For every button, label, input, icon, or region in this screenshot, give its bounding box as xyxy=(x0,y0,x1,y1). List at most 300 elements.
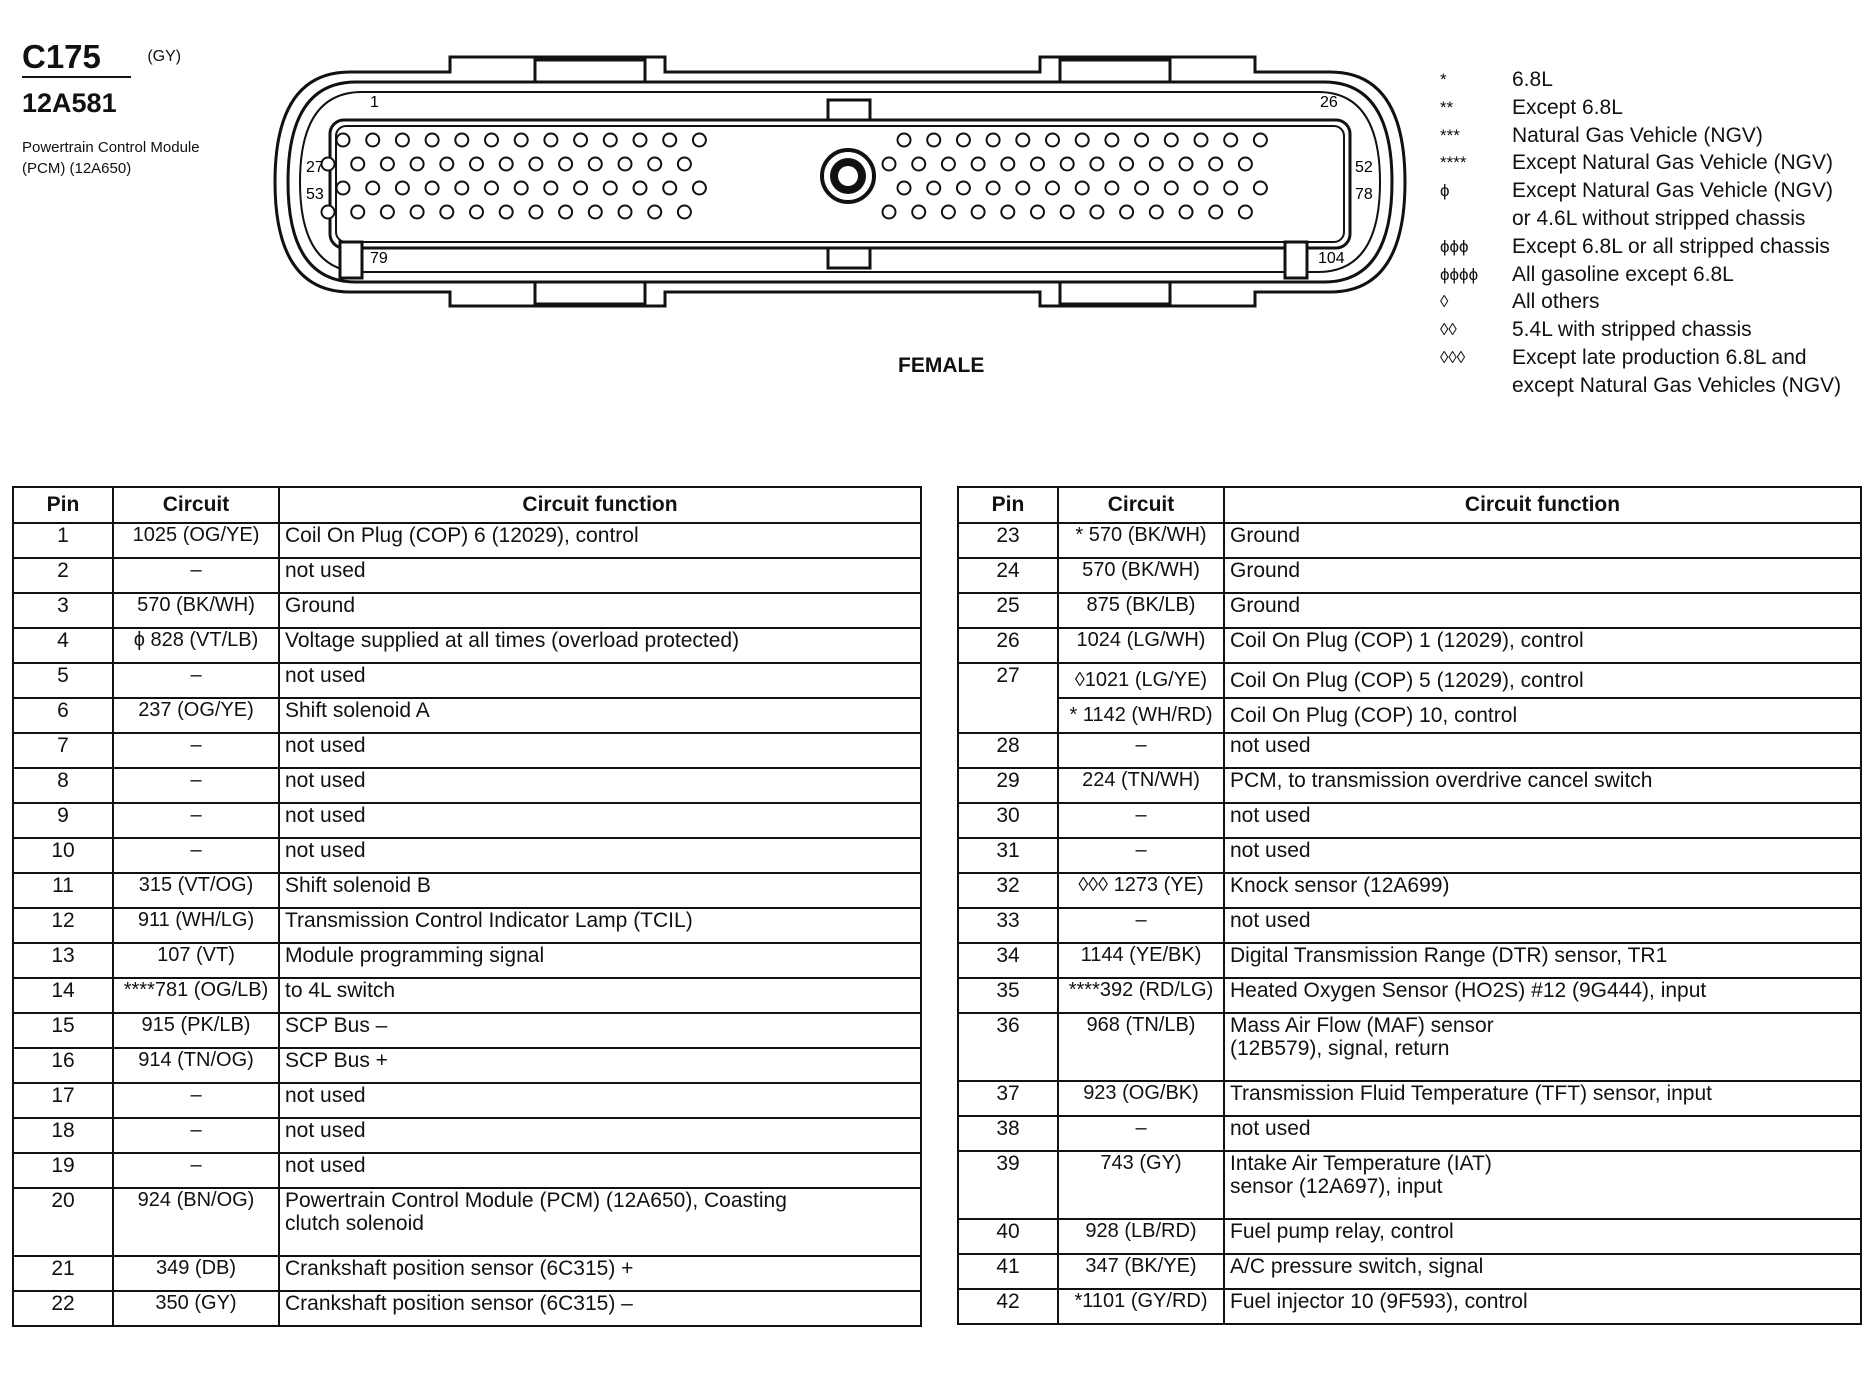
connector-header xyxy=(22,38,242,179)
legend-text: All others xyxy=(1512,290,1600,314)
circuit-id: – xyxy=(113,733,279,768)
circuit-function: not used xyxy=(285,1084,366,1107)
pin-cavity xyxy=(972,158,985,171)
circuit-cell xyxy=(1058,663,1224,733)
pin-cavity xyxy=(1150,158,1163,171)
pin-number: 41 xyxy=(958,1254,1058,1289)
table-row xyxy=(13,768,921,803)
table-row xyxy=(13,803,921,838)
pin-number: 27 xyxy=(958,663,1058,733)
pin-number: 36 xyxy=(958,1013,1058,1081)
table-row xyxy=(13,943,921,978)
function-cell xyxy=(1224,733,1861,768)
pin-number: 38 xyxy=(958,1116,1058,1151)
legend-text: Except 6.8L or all stripped chassis xyxy=(1512,234,1830,258)
pin-number: 30 xyxy=(958,803,1058,838)
function-cell xyxy=(279,733,921,768)
pin-cavity xyxy=(678,206,691,219)
pin-table-left xyxy=(12,486,922,1327)
function-cell xyxy=(279,663,921,698)
pin-label-26: 26 xyxy=(1320,94,1338,111)
table-row xyxy=(13,663,921,698)
legend-row xyxy=(1440,177,1841,205)
pin-cavity xyxy=(337,182,350,195)
pin-cavity xyxy=(337,134,350,147)
table-row xyxy=(958,873,1861,908)
legend-row xyxy=(1440,233,1841,261)
function-cell xyxy=(1224,593,1861,628)
table-row xyxy=(958,1219,1861,1254)
legend-text: Except Natural Gas Vehicle (NGV) xyxy=(1512,179,1833,203)
table-row xyxy=(958,1151,1861,1219)
circuit-function: not used xyxy=(1230,909,1311,932)
pin-cavity xyxy=(648,206,661,219)
circuit-function: Shift solenoid A xyxy=(285,699,430,722)
pin-number: 29 xyxy=(958,768,1058,803)
circuit-function: Fuel pump relay, control xyxy=(1230,1220,1454,1243)
circuit-id: 915 (PK/LB) xyxy=(113,1013,279,1048)
pin-cavity xyxy=(1105,134,1118,147)
function-cell xyxy=(279,943,921,978)
circuit-id: – xyxy=(113,838,279,873)
circuit-function: not used xyxy=(1230,804,1311,827)
pin-cavity xyxy=(693,134,706,147)
table-row xyxy=(13,1153,921,1188)
pin-number: 4 xyxy=(13,628,113,663)
function-cell xyxy=(279,838,921,873)
pin-number: 15 xyxy=(13,1013,113,1048)
pin-cavity xyxy=(1090,158,1103,171)
function-cell xyxy=(279,1048,921,1083)
table-row xyxy=(958,1116,1861,1151)
pin-number: 28 xyxy=(958,733,1058,768)
pin-number: 20 xyxy=(13,1188,113,1256)
legend-row xyxy=(1440,149,1841,177)
pin-cavity xyxy=(381,158,394,171)
pin-number: 32 xyxy=(958,873,1058,908)
table-row xyxy=(13,1291,921,1326)
function-cell xyxy=(279,698,921,733)
pin-cavity xyxy=(1239,158,1252,171)
circuit-id: – xyxy=(1058,733,1224,768)
circuit-function: not used xyxy=(285,804,366,827)
pin-cavity xyxy=(663,182,676,195)
pin-number: 37 xyxy=(958,1081,1058,1116)
circuit-function: A/C pressure switch, signal xyxy=(1230,1255,1484,1278)
circuit-id: 570 (BK/WH) xyxy=(1058,558,1224,593)
circuit-function: not used xyxy=(285,769,366,792)
pin-cavity xyxy=(529,158,542,171)
pin-number: 33 xyxy=(958,908,1058,943)
pin-number: 9 xyxy=(13,803,113,838)
pin-cavity xyxy=(1209,158,1222,171)
circuit-id: – xyxy=(1058,838,1224,873)
legend-row xyxy=(1440,122,1841,150)
circuit-function: PCM, to transmission overdrive cancel switch xyxy=(1230,769,1653,792)
circuit-id: – xyxy=(1058,803,1224,838)
circuit-id: – xyxy=(113,663,279,698)
circuit-function: not used xyxy=(285,734,366,757)
function-cell xyxy=(1224,523,1861,558)
pin-cavity xyxy=(927,182,940,195)
pin-number: 26 xyxy=(958,628,1058,663)
pin-cavity xyxy=(693,182,706,195)
function-cell xyxy=(1224,1289,1861,1324)
pin-cavity xyxy=(912,206,925,219)
pin-cavity xyxy=(322,206,335,219)
circuit-id: 875 (BK/LB) xyxy=(1058,593,1224,628)
table-row xyxy=(958,558,1861,593)
pin-cavity xyxy=(589,206,602,219)
function-cell xyxy=(1224,628,1861,663)
table-row xyxy=(958,1289,1861,1324)
pin-cavity xyxy=(1076,134,1089,147)
pin-number: 35 xyxy=(958,978,1058,1013)
pin-cavity xyxy=(1224,134,1237,147)
pin-label-27: 27 xyxy=(306,159,324,176)
legend-symbol: *** xyxy=(1440,125,1460,145)
pin-cavity xyxy=(604,134,617,147)
legend-text: Except 6.8L xyxy=(1512,95,1623,119)
legend-symbol: ϕϕϕ xyxy=(1440,236,1469,256)
pin-cavity xyxy=(366,182,379,195)
pin-number: 34 xyxy=(958,943,1058,978)
table-row xyxy=(13,873,921,908)
function-cell xyxy=(1224,873,1861,908)
circuit-id: 224 (TN/WH) xyxy=(1058,768,1224,803)
pin-cavity xyxy=(1031,158,1044,171)
circuit-id: ◊◊◊ 1273 (YE) xyxy=(1058,873,1224,908)
circuit-id: 107 (VT) xyxy=(113,943,279,978)
pin-cavity xyxy=(589,158,602,171)
pin-cavity xyxy=(440,206,453,219)
pin-cavity xyxy=(987,134,1000,147)
circuit-id: *1101 (GY/RD) xyxy=(1058,1289,1224,1324)
circuit-function: Fuel injector 10 (9F593), control xyxy=(1230,1290,1528,1313)
circuit-function: Knock sensor (12A699) xyxy=(1230,874,1450,897)
pin-cavity xyxy=(883,158,896,171)
circuit-id: 350 (GY) xyxy=(113,1291,279,1326)
circuit-function: Crankshaft position sensor (6C315) – xyxy=(285,1292,633,1315)
circuit-function-line-2: sensor (12A697), input xyxy=(1230,1175,1443,1198)
pin-number: 39 xyxy=(958,1151,1058,1219)
legend-row xyxy=(1440,344,1841,372)
function-cell xyxy=(279,1188,921,1256)
pin-cavity xyxy=(470,158,483,171)
table-row xyxy=(13,558,921,593)
pin-cavity xyxy=(1209,206,1222,219)
pin-label-52: 52 xyxy=(1355,159,1373,176)
pin-cavity xyxy=(1120,158,1133,171)
pin-cavity xyxy=(1090,206,1103,219)
legend-row xyxy=(1440,288,1841,316)
pin-number: 21 xyxy=(13,1256,113,1291)
pin-label-1: 1 xyxy=(370,94,379,111)
table-row xyxy=(958,1013,1861,1081)
pin-cavity xyxy=(396,134,409,147)
circuit-function: not used xyxy=(285,839,366,862)
circuit-function: Intake Air Temperature (IAT) xyxy=(1230,1152,1492,1175)
legend-text: 6.8L xyxy=(1512,68,1553,91)
pin-cavity xyxy=(470,206,483,219)
col-circuit-header: Circuit xyxy=(1058,487,1224,523)
pin-cavity xyxy=(1254,182,1267,195)
circuit-id: – xyxy=(113,1153,279,1188)
circuit-function: Ground xyxy=(1230,594,1301,617)
legend-symbol: ◊◊◊ xyxy=(1440,347,1466,367)
connector-id: C175 xyxy=(22,38,131,78)
pin-number: 14 xyxy=(13,978,113,1013)
pin-label-78: 78 xyxy=(1355,186,1373,203)
pin-number: 24 xyxy=(958,558,1058,593)
circuit-function: Powertrain Control Module (PCM) (12A650), Coasting clutch solenoid xyxy=(285,1189,787,1235)
pin-cavity xyxy=(455,134,468,147)
function-cell xyxy=(1224,768,1861,803)
pin-cavity xyxy=(485,182,498,195)
table-row xyxy=(13,838,921,873)
function-cell xyxy=(1224,558,1861,593)
function-cell xyxy=(1224,838,1861,873)
pin-number: 31 xyxy=(958,838,1058,873)
circuit-id: – xyxy=(113,768,279,803)
table-row xyxy=(958,1254,1861,1289)
pin-cavity xyxy=(1016,182,1029,195)
circuit-id: 237 (OG/YE) xyxy=(113,698,279,733)
pin-cavity xyxy=(1135,182,1148,195)
circuit-id: 347 (BK/YE) xyxy=(1058,1254,1224,1289)
legend-text: 5.4L with stripped chassis xyxy=(1512,318,1752,342)
pin-cavity xyxy=(411,206,424,219)
pin-cavity xyxy=(366,134,379,147)
circuit-function: Heated Oxygen Sensor (HO2S) #12 (9G444), input xyxy=(1230,979,1707,1002)
pin-number: 19 xyxy=(13,1153,113,1188)
pin-number: 8 xyxy=(13,768,113,803)
pin-cavity xyxy=(1165,134,1178,147)
circuit-function: Ground xyxy=(1230,559,1301,582)
pin-cavity xyxy=(500,206,513,219)
pin-label-79: 79 xyxy=(370,250,388,267)
function-cell xyxy=(279,1153,921,1188)
pin-cavity xyxy=(500,158,513,171)
pin-cavity xyxy=(411,158,424,171)
circuit-function: Coil On Plug (COP) 6 (12029), control xyxy=(285,524,639,547)
table-row xyxy=(13,1048,921,1083)
circuit-function: Ground xyxy=(1230,524,1301,547)
pin-number: 6 xyxy=(13,698,113,733)
legend-text: except Natural Gas Vehicles (NGV) xyxy=(1512,373,1842,397)
pin-cavity xyxy=(1180,158,1193,171)
pin-cavity xyxy=(544,134,557,147)
table-row xyxy=(958,838,1861,873)
pin-cavity xyxy=(1195,182,1208,195)
module-line-1: Powertrain Control Module xyxy=(22,139,200,156)
legend-text: Except Natural Gas Vehicle (NGV) xyxy=(1512,151,1833,175)
circuit-id: – xyxy=(1058,908,1224,943)
pin-cavity xyxy=(1001,206,1014,219)
pin-cavity xyxy=(1120,206,1133,219)
pin-cavity xyxy=(515,182,528,195)
pin-cavity xyxy=(898,134,911,147)
pin-cavity xyxy=(619,158,632,171)
circuit-function: SCP Bus + xyxy=(285,1049,388,1072)
pin-table-right xyxy=(957,486,1862,1325)
legend-text: Natural Gas Vehicle (NGV) xyxy=(1512,123,1763,147)
pin-label-104: 104 xyxy=(1318,250,1345,267)
function-cell xyxy=(1224,943,1861,978)
circuit-function: Coil On Plug (COP) 5 (12029), control xyxy=(1230,669,1584,692)
circuit-function: Mass Air Flow (MAF) sensor xyxy=(1230,1014,1494,1037)
pin-cavity xyxy=(942,158,955,171)
pin-number: 10 xyxy=(13,838,113,873)
module-description xyxy=(22,137,242,179)
circuit-id: ϕ 828 (VT/LB) xyxy=(113,628,279,663)
pin-cavity xyxy=(544,182,557,195)
pin-cavity xyxy=(1165,182,1178,195)
pin-cavity xyxy=(648,158,661,171)
pin-cavity xyxy=(1061,158,1074,171)
pin-label-53: 53 xyxy=(306,186,324,203)
pin-number: 13 xyxy=(13,943,113,978)
legend-row xyxy=(1440,261,1841,289)
pin-cavity xyxy=(426,134,439,147)
table-row xyxy=(13,1188,921,1256)
circuit-function: Voltage supplied at all times (overload protected) xyxy=(285,629,740,652)
function-cell xyxy=(1224,1013,1861,1081)
circuit-id: 924 (BN/OG) xyxy=(113,1188,279,1256)
circuit-function: SCP Bus – xyxy=(285,1014,388,1037)
legend-symbol xyxy=(1440,372,1512,400)
pin-cavity xyxy=(485,134,498,147)
function-cell xyxy=(279,1013,921,1048)
pin-cavity xyxy=(426,182,439,195)
legend-symbol: ** xyxy=(1440,97,1454,117)
legend-row xyxy=(1440,94,1841,122)
pin-cavity xyxy=(1046,182,1059,195)
circuit-id: – xyxy=(113,1118,279,1153)
circuit-function: Digital Transmission Range (DTR) sensor, TR1 xyxy=(1230,944,1668,967)
legend-row xyxy=(1440,372,1841,400)
pin-cavity xyxy=(678,158,691,171)
circuit-function: not used xyxy=(285,664,366,687)
pin-number: 16 xyxy=(13,1048,113,1083)
pin-number: 18 xyxy=(13,1118,113,1153)
pin-cavity xyxy=(559,158,572,171)
circuit-function: Ground xyxy=(285,594,356,617)
table-row xyxy=(958,523,1861,558)
pin-cavity xyxy=(440,158,453,171)
function-cell xyxy=(279,558,921,593)
function-cell xyxy=(1224,978,1861,1013)
pin-number: 11 xyxy=(13,873,113,908)
legend-row xyxy=(1440,316,1841,344)
pin-cavity xyxy=(1224,182,1237,195)
circuit-function: to 4L switch xyxy=(285,979,396,1002)
part-number: 12A581 xyxy=(22,88,117,118)
circuit-id: 923 (OG/BK) xyxy=(1058,1081,1224,1116)
pin-number: 42 xyxy=(958,1289,1058,1324)
col-circuit-header: Circuit xyxy=(113,487,279,523)
circuit-function: Shift solenoid B xyxy=(285,874,431,897)
table-row xyxy=(958,1081,1861,1116)
function-cell xyxy=(1224,803,1861,838)
circuit-function: Coil On Plug (COP) 1 (12029), control xyxy=(1230,629,1584,652)
pin-cavity xyxy=(604,182,617,195)
pin-cavity xyxy=(942,206,955,219)
table-row xyxy=(958,628,1861,663)
col-function-header: Circuit function xyxy=(1224,487,1861,523)
pin-number: 25 xyxy=(958,593,1058,628)
table-row xyxy=(13,593,921,628)
circuit-id: ****781 (OG/LB) xyxy=(113,978,279,1013)
function-cell xyxy=(279,523,921,558)
circuit-id: * 570 (BK/WH) xyxy=(1058,523,1224,558)
function-cell xyxy=(1224,1116,1861,1151)
function-cell xyxy=(279,628,921,663)
circuit-function: Coil On Plug (COP) 10, control xyxy=(1225,697,1860,732)
col-function-header: Circuit function xyxy=(279,487,921,523)
function-cell xyxy=(279,908,921,943)
legend-text: Except late production 6.8L and xyxy=(1512,345,1807,369)
pin-cavity xyxy=(927,134,940,147)
pin-number: 7 xyxy=(13,733,113,768)
pin-number: 17 xyxy=(13,1083,113,1118)
circuit-id: 1024 (LG/WH) xyxy=(1058,628,1224,663)
pin-cavity xyxy=(381,206,394,219)
pin-cavity xyxy=(883,206,896,219)
table-row xyxy=(958,803,1861,838)
pin-cavity xyxy=(898,182,911,195)
circuit-function: not used xyxy=(1230,1117,1311,1140)
pin-cavity xyxy=(619,206,632,219)
legend-symbol: ◊◊ xyxy=(1440,320,1457,340)
legend-text: or 4.6L without stripped chassis xyxy=(1512,206,1806,230)
circuit-id: – xyxy=(1058,1116,1224,1151)
legend-symbol: ϕϕϕϕ xyxy=(1440,264,1479,284)
pin-number: 3 xyxy=(13,593,113,628)
circuit-function: Crankshaft position sensor (6C315) + xyxy=(285,1257,634,1280)
col-pin-header: Pin xyxy=(958,487,1058,523)
circuit-id: ****392 (RD/LG) xyxy=(1058,978,1224,1013)
pin-cavity xyxy=(455,182,468,195)
pin-cavity xyxy=(1150,206,1163,219)
function-cell xyxy=(1224,1081,1861,1116)
function-cell xyxy=(279,1256,921,1291)
table-row xyxy=(958,978,1861,1013)
table-row xyxy=(13,523,921,558)
pin-cavity xyxy=(1031,206,1044,219)
function-cell xyxy=(279,768,921,803)
pin-number: 22 xyxy=(13,1291,113,1326)
legend xyxy=(1440,66,1841,400)
pin-cavity xyxy=(1001,158,1014,171)
pin-cavity xyxy=(1195,134,1208,147)
table-row xyxy=(958,733,1861,768)
legend-symbol: ◊ xyxy=(1440,292,1449,312)
table-row xyxy=(958,768,1861,803)
table-row xyxy=(13,733,921,768)
table-row xyxy=(13,628,921,663)
pin-cavity xyxy=(957,182,970,195)
pin-cavity xyxy=(1076,182,1089,195)
function-cell xyxy=(279,1118,921,1153)
circuit-function-line-2: (12B579), signal, return xyxy=(1230,1037,1450,1060)
pin-cavity xyxy=(912,158,925,171)
circuit-function: Transmission Fluid Temperature (TFT) sensor, input xyxy=(1230,1082,1712,1105)
pin-cavity xyxy=(1180,206,1193,219)
pin-cavity xyxy=(351,158,364,171)
circuit-id: 911 (WH/LG) xyxy=(113,908,279,943)
pin-number: 23 xyxy=(958,523,1058,558)
